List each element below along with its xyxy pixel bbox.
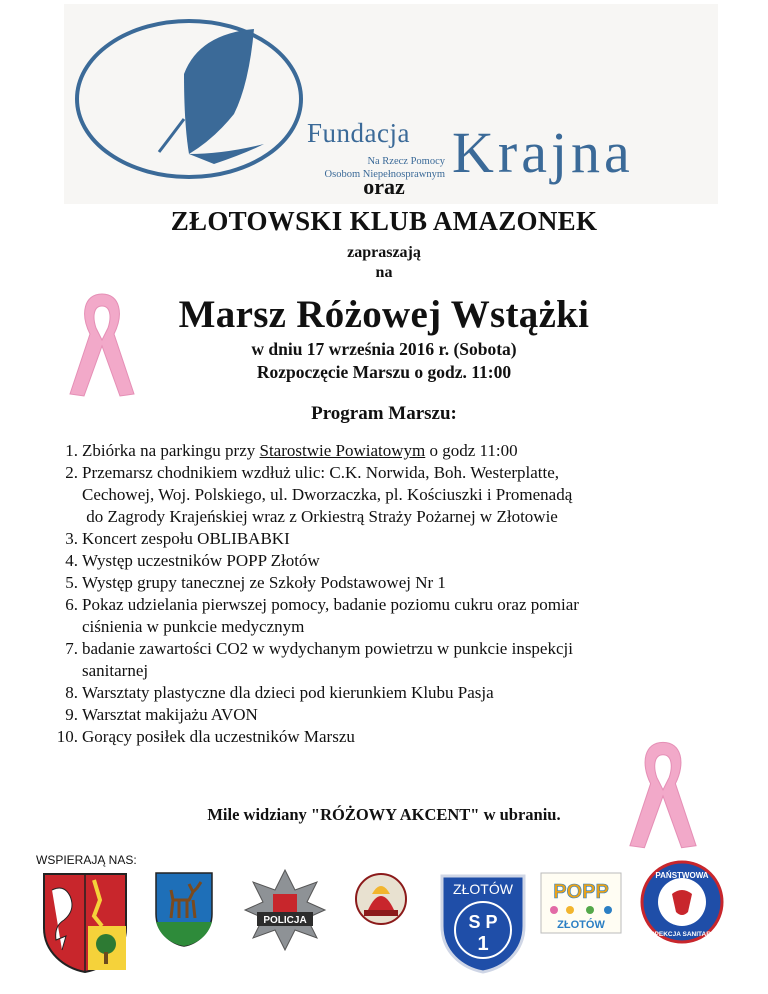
school-shield-icon <box>438 872 528 976</box>
school-number-label: 1 <box>477 933 489 955</box>
list-item-number: 7. <box>65 639 78 658</box>
list-item-number: 3. <box>65 529 78 548</box>
list-item-text: Zbiórka na parkingu przy <box>82 441 260 460</box>
popp-city-text: ZŁOTÓW <box>557 919 605 931</box>
event-start-time: Rozpoczęcie Marszu o godz. 11:00 <box>256 362 512 382</box>
police-star-icon <box>243 868 327 952</box>
oraz-text: oraz <box>363 174 405 199</box>
event-title: Marsz Różowej Wstążki <box>178 293 590 336</box>
club-name: ZŁOTOWSKI KLUB AMAZONEK <box>170 206 598 236</box>
list-item <box>30 462 730 528</box>
invite-text: zapraszają <box>347 244 421 261</box>
list-item-text: sanitarnej <box>82 661 149 680</box>
fire-brigade-icon <box>354 872 408 926</box>
list-item-number: 2. <box>65 463 78 482</box>
program-list <box>30 440 730 748</box>
popp-logo-icon <box>540 872 622 934</box>
list-item-number: 9. <box>65 705 78 724</box>
list-item-text: Cechowej, Woj. Polskiego, ul. Dworzaczka, pl. Kościuszki i Promenadą <box>82 485 573 504</box>
list-item-text: badanie zawartości CO2 w wydychanym powietrzu w punkcie inspekcji <box>82 639 573 658</box>
starostwo-link: Starostwie Powiatowym <box>259 441 426 460</box>
logo-fundacja: Fundacja <box>307 118 410 148</box>
list-item-text: Gorący posiłek dla uczestników Marszu <box>82 727 355 746</box>
logo-krajna: Krajna <box>452 120 634 185</box>
list-item-text: Występ grupy tanecznej ze Szkoły Podstawowej Nr 1 <box>82 573 446 592</box>
popp-logo-text: POPP <box>553 881 609 903</box>
list-item-text: Warsztaty plastyczne dla dzieci pod kierunkiem Klubu Pasja <box>82 683 494 702</box>
sanepid-top-text: PAŃSTWOWA <box>655 871 709 880</box>
zlotow-coat-of-arms-icon <box>153 870 215 948</box>
na-text: na <box>375 264 393 281</box>
logo-subtitle-line1: Na Rzecz Pomocy <box>367 156 445 167</box>
list-item-number: 10. <box>56 727 78 746</box>
list-item <box>30 440 730 462</box>
program-heading: Program Marszu: <box>311 403 457 424</box>
list-item-text: Pokaz udzielania pierwszej pomocy, badanie poziomu cukru oraz pomiar <box>82 595 579 614</box>
county-coat-of-arms-icon <box>40 870 130 974</box>
sanepid-badge-icon <box>640 860 724 944</box>
list-item-number: 1. <box>65 441 78 460</box>
list-item <box>30 638 730 682</box>
list-item-number: 6. <box>65 595 78 614</box>
event-date: w dniu 17 września 2016 r. (Sobota) <box>251 339 517 359</box>
list-item-text: Warsztat makijażu AVON <box>82 705 258 724</box>
list-item <box>30 594 730 638</box>
list-item-text: ciśnienia w punkcie medycznym <box>82 617 305 636</box>
school-sp-label: S P <box>468 912 498 932</box>
list-item-text: o godz 11:00 <box>425 441 518 460</box>
list-item <box>30 572 730 594</box>
list-item-text: Przemarsz chodnikiem wzdłuż ulic: C.K. Norwida, Boh. Westerplatte, <box>82 463 560 482</box>
sanepid-bottom-text: INSPEKCJA SANITARNA <box>643 931 721 938</box>
list-item-number: 5. <box>65 573 78 592</box>
list-item <box>30 528 730 550</box>
list-item <box>30 682 730 704</box>
school-city-label: ZŁOTÓW <box>453 881 513 897</box>
pink-ribbon-icon <box>62 284 142 404</box>
list-item <box>30 550 730 572</box>
supporters-label: WSPIERAJĄ NAS: <box>36 853 137 867</box>
list-item-number: 4. <box>65 551 78 570</box>
list-item-number: 8. <box>65 683 78 702</box>
list-item-text: do Zagrody Krajeńskiej wraz z Orkiestrą Straży Pożarnej w Złotowie <box>82 507 558 526</box>
list-item-text: Koncert zespołu OBLIBABKI <box>82 529 290 548</box>
list-item <box>30 704 730 726</box>
dress-code-note: Mile widziany "RÓŻOWY AKCENT" w ubraniu. <box>207 805 561 824</box>
logo-subtitle-line2: Osobom Niepełnosprawnym <box>324 169 445 180</box>
pink-ribbon-icon <box>620 732 706 856</box>
list-item-text: Występ uczestników POPP Złotów <box>82 551 320 570</box>
police-label: POLICJA <box>263 915 307 926</box>
